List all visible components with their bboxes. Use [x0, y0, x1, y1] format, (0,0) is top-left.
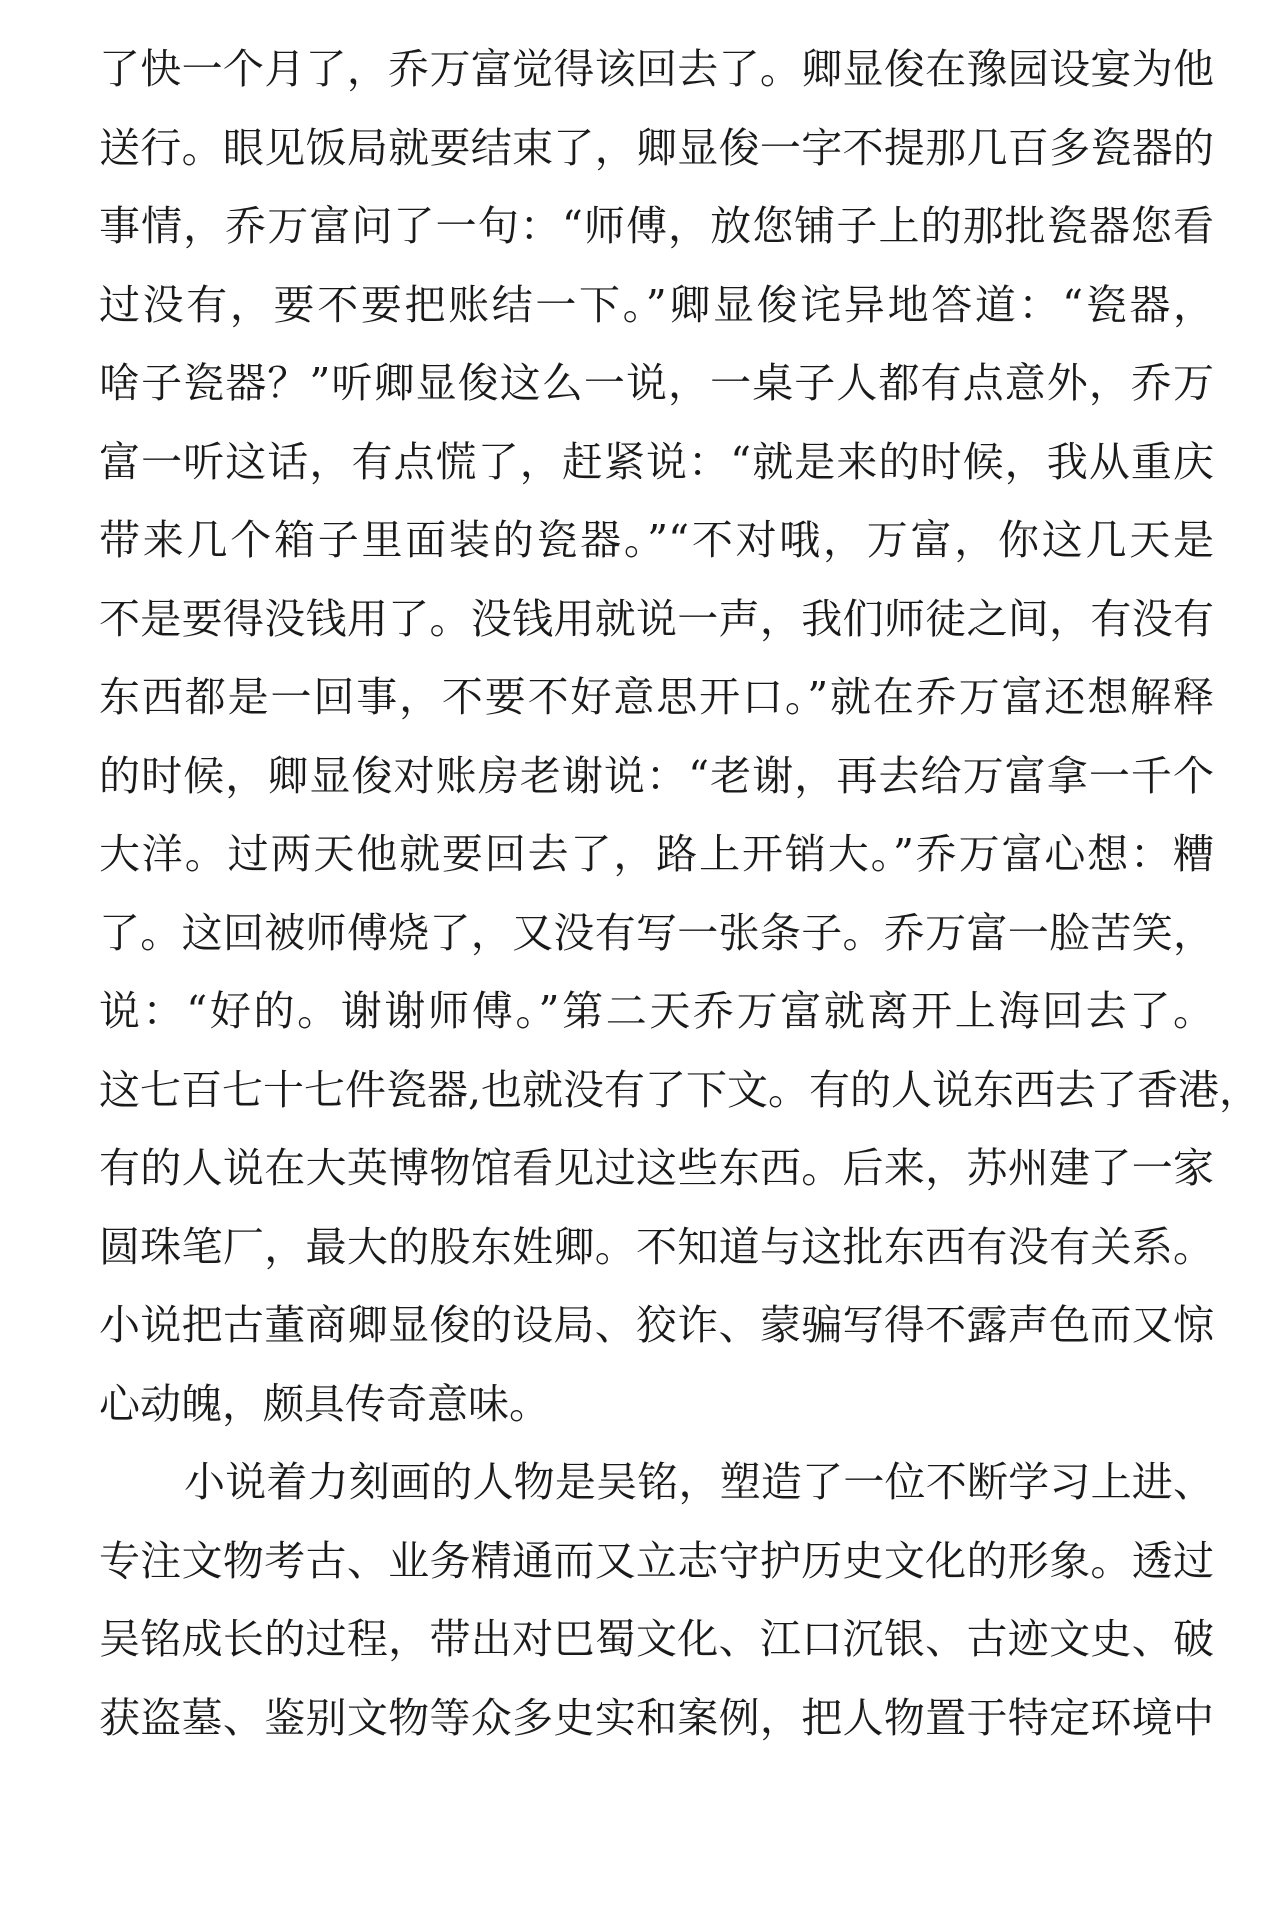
- text-line: 不是要得没钱用了。没钱用就说一声，我们师徒之间，有没有: [99, 594, 1214, 643]
- text-line: 吴铭成长的过程，带出对巴蜀文化、江口沉银、古迹文史、破: [99, 1615, 1214, 1663]
- text-line: 过没有，要不要把账结一下。”卿显俊诧异地答道：“瓷器，: [99, 280, 1214, 329]
- text-line: 事情，乔万富问了一句：“师傅，放您铺子上的那批瓷器您看: [99, 202, 1214, 250]
- text-line: 送行。眼见饭局就要结束了，卿显俊一字不提那几百多瓷器的: [99, 123, 1214, 172]
- text-line: 了快一个月了，乔万富觉得该回去了。卿显俊在豫园设宴为他: [99, 45, 1214, 93]
- text-line: 富一听这话，有点慌了，赶紧说：“就是来的时候，我从重庆: [99, 437, 1214, 486]
- text-line: 的时候，卿显俊对账房老谢说：“老谢，再去给万富拿一千个: [99, 751, 1214, 800]
- text-line: 有的人说在大英博物馆看见过这些东西。后来，苏州建了一家: [99, 1144, 1214, 1192]
- text-line: 带来几个箱子里面装的瓷器。”“不对哦，万富，你这几天是: [99, 516, 1214, 564]
- text-line: 啥子瓷器？”听卿显俊这么一说，一桌子人都有点意外，乔万: [99, 359, 1214, 407]
- text-line: 大洋。过两天他就要回去了，路上开销大。”乔万富心想：糟: [99, 830, 1214, 878]
- text-line: 圆珠笔厂，最大的股东姓卿。不知道与这批东西有没有关系。: [99, 1222, 1214, 1271]
- text-line: 了。这回被师傅烧了，又没有写一张条子。乔万富一脸苦笑，: [99, 908, 1214, 957]
- text-line: 这七百七十七件瓷器,也就没有了下文。有的人说东西去了香港，: [99, 1065, 1261, 1114]
- body-text: [99, 30, 1261, 1757]
- text-line: 说：“好的。谢谢师傅。”第二天乔万富就离开上海回去了。: [99, 987, 1214, 1035]
- paragraph-start-line: 小说着力刻画的人物是吴铭，塑造了一位不断学习上进、: [184, 1458, 1214, 1506]
- text-line: 获盗墓、鉴别文物等众多史实和案例，把人物置于特定环境中: [99, 1693, 1214, 1742]
- text-line: 小说把古董商卿显俊的设局、狡诈、蒙骗写得不露声色而又惊: [99, 1301, 1214, 1349]
- text-line: 东西都是一回事，不要不好意思开口。”就在乔万富还想解释: [99, 673, 1214, 721]
- text-line: 专注文物考古、业务精通而又立志守护历史文化的形象。透过: [99, 1536, 1214, 1585]
- paragraph-end-line: 心动魄，颇具传奇意味。: [99, 1379, 550, 1428]
